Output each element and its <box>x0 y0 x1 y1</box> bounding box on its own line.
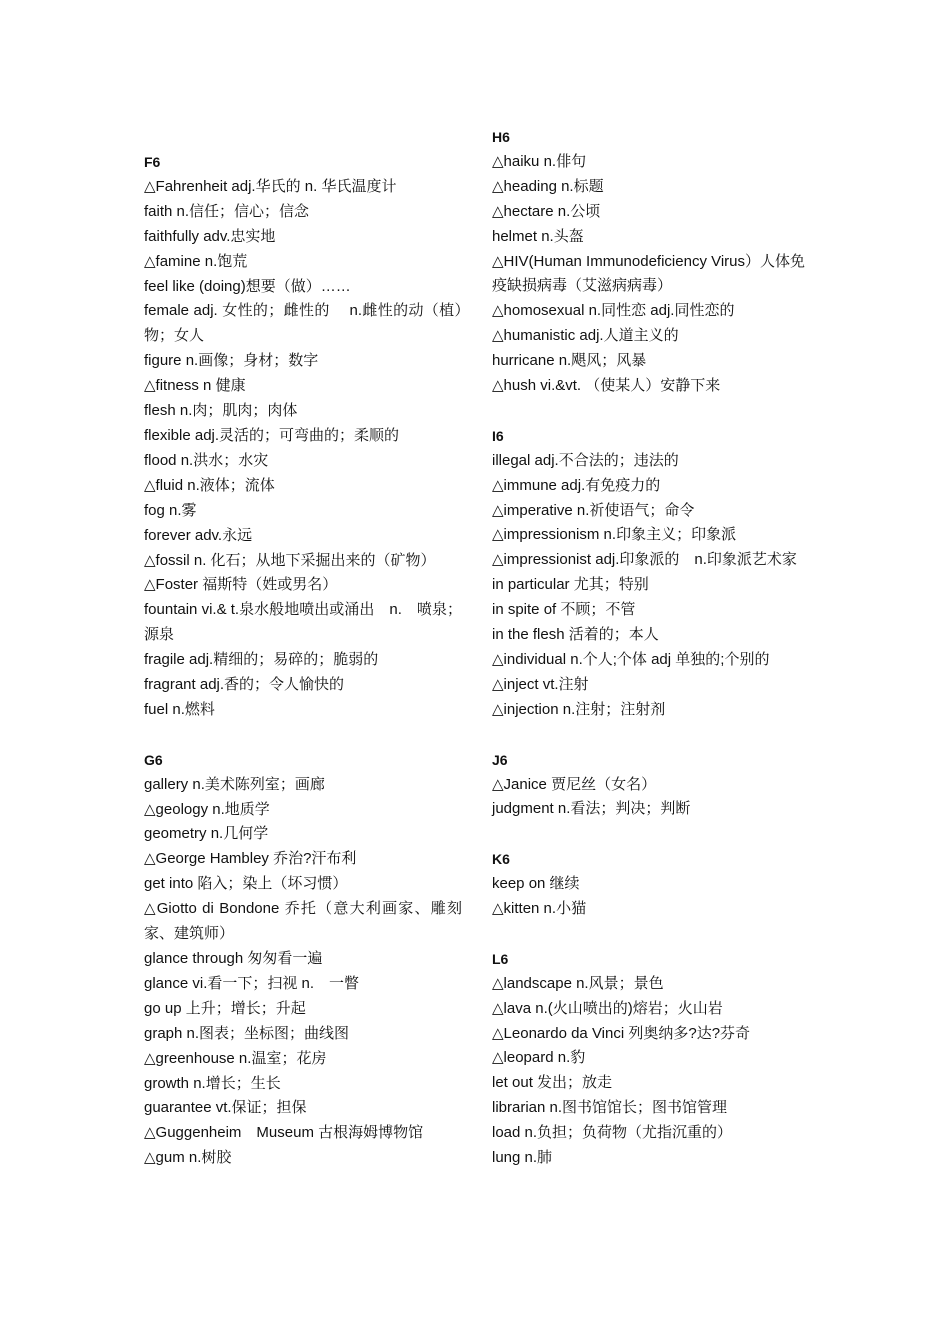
entry-lung: lung n.肺 <box>492 1149 553 1167</box>
entry-individual: △individual n.个人;个体 adj 单独的;个别的 <box>492 651 770 669</box>
entry-feel-like: feel like (doing)想要（做）…… <box>144 277 351 295</box>
entry-guarantee: guarantee vt.保证；担保 <box>144 1099 307 1117</box>
section-spacer <box>492 822 810 847</box>
entry-george-hambley: △George Hambley 乔治?汗布利 <box>144 850 357 868</box>
section-heading-g6: G6 <box>144 751 163 768</box>
entry-keep-on: keep on 继续 <box>492 875 580 893</box>
section-spacer <box>492 723 810 748</box>
entry-impressionist: △impressionist adj.印象派的 n.印象派艺术家 <box>492 551 797 569</box>
section-heading-l6: L6 <box>492 950 509 967</box>
left-column <box>144 150 462 1171</box>
entry-immune: △immune adj.有免疫力的 <box>492 476 661 494</box>
section-heading-i6: I6 <box>492 427 504 444</box>
section-heading-k6: K6 <box>492 851 510 868</box>
entry-in-particular: in particular 尤其；特别 <box>492 576 649 594</box>
entry-forever: forever adv.永远 <box>144 526 253 544</box>
entry-glance: glance vi.看一下；扫视 n. 一瞥 <box>144 974 360 992</box>
entry-in-the-flesh: in the flesh 活着的；本人 <box>492 626 659 644</box>
entry-illegal: illegal adj.不合法的；违法的 <box>492 451 679 469</box>
entry-fluid: △fluid n.液体；流体 <box>144 476 275 494</box>
entry-hush: △hush vi.&vt. （使某人）安静下来 <box>492 377 721 395</box>
right-column <box>492 125 810 1171</box>
entry-faith: faith n.信任；信心；信念 <box>144 202 310 220</box>
entry-fahrenheit: △Fahrenheit adj.华氏的 n. 华氏温度计 <box>144 177 397 195</box>
entry-hectare: △hectare n.公顷 <box>492 202 601 220</box>
entry-hurricane: hurricane n.飓风；风暴 <box>492 352 647 370</box>
entry-geometry: geometry n.几何学 <box>144 825 269 843</box>
entry-in-spite-of: in spite of 不顾；不管 <box>492 601 636 619</box>
entry-fuel: fuel n.燃料 <box>144 700 215 718</box>
entry-geology: △geology n.地质学 <box>144 800 270 818</box>
section-spacer <box>492 399 810 424</box>
entry-leopard: △leopard n.豹 <box>492 1049 586 1067</box>
entry-fragrant: fragrant adj.香的；令人愉快的 <box>144 676 345 694</box>
entry-humanistic: △humanistic adj.人道主义的 <box>492 327 679 345</box>
entry-guggenheim: △Guggenheim Museum 古根海姆博物馆 <box>144 1124 424 1142</box>
entry-graph: graph n.图表；坐标图；曲线图 <box>144 1024 350 1042</box>
entry-flood: flood n.洪水；水灾 <box>144 451 269 469</box>
entry-figure: figure n.画像；身材；数字 <box>144 352 319 370</box>
entry-fog: fog n.雾 <box>144 501 197 519</box>
entry-get-into: get into 陷入；染上（坏习惯） <box>144 875 348 893</box>
section-heading-h6: H6 <box>492 129 510 145</box>
entry-kitten: △kitten n.小猫 <box>492 900 587 918</box>
entry-injection: △injection n.注射；注射剂 <box>492 700 666 718</box>
entry-imperative: △imperative n.祈使语气；命令 <box>492 501 695 519</box>
entry-heading: △heading n.标题 <box>492 177 604 195</box>
entry-lava: △lava n.(火山喷出的)熔岩；火山岩 <box>492 999 723 1017</box>
entry-let-out: let out 发出；放走 <box>492 1074 613 1092</box>
entry-judgment: judgment n.看法；判决；判断 <box>492 800 691 818</box>
entry-librarian: librarian n.图书馆馆长；图书馆管理 <box>492 1099 728 1117</box>
entry-landscape: △landscape n.风景；景色 <box>492 974 664 992</box>
entry-glance-through: glance through 匆匆看一遍 <box>144 949 323 967</box>
entry-female: female adj. 女性的；雌性的 n.雌性的动（植）物；女人 <box>144 302 462 345</box>
entry-impressionism: △impressionism n.印象主义；印象派 <box>492 526 737 544</box>
entry-flexible: flexible adj.灵活的；可弯曲的；柔顺的 <box>144 426 400 444</box>
entry-gum: △gum n.树胶 <box>144 1149 232 1167</box>
entry-foster: △Foster 福斯特（姓或男名） <box>144 576 338 594</box>
entry-faithfully: faithfully adv.忠实地 <box>144 227 276 245</box>
section-heading-f6: F6 <box>144 154 161 170</box>
entry-flesh: flesh n.肉；肌肉；肉体 <box>144 402 298 420</box>
entry-famine: △famine n.饱荒 <box>144 252 248 270</box>
entry-inject: △inject vt.注射 <box>492 675 589 693</box>
entry-go-up: go up 上升；增长；升起 <box>144 999 306 1017</box>
entry-hiv: △HIV(Human Immunodeficiency Virus）人体免疫缺损病毒（艾滋病病毒） <box>492 252 806 295</box>
entry-fitness: △fitness n 健康 <box>144 377 246 395</box>
entry-haiku: △haiku n.俳句 <box>492 152 587 170</box>
entry-greenhouse: △greenhouse n.温室；花房 <box>144 1049 327 1067</box>
entry-fragile: fragile adj.精细的；易碎的；脆弱的 <box>144 651 379 669</box>
entry-helmet: helmet n.头盔 <box>492 227 584 245</box>
entry-giotto: △Giotto di Bondone 乔托（意大利画家、雕刻家、建筑师） <box>144 900 462 943</box>
entry-growth: growth n.增长；生长 <box>144 1074 281 1092</box>
section-spacer <box>492 922 810 947</box>
entry-leonardo: △Leonardo da Vinci 列奥纳多?达?芬奇 <box>492 1024 751 1042</box>
entry-fountain: fountain vi.& t.泉水般地喷出或涌出 n. 喷泉；源泉 <box>144 601 462 644</box>
entry-homosexual: △homosexual n.同性恋 adj.同性恋的 <box>492 302 735 320</box>
section-heading-j6: J6 <box>492 751 508 768</box>
entry-fossil: △fossil n. 化石；从地下采掘出来的（矿物） <box>144 551 436 569</box>
section-spacer <box>144 723 462 748</box>
entry-janice: △Janice 贾尼丝（女名） <box>492 775 657 793</box>
entry-gallery: gallery n.美术陈列室；画廊 <box>144 775 325 793</box>
entry-load: load n.负担；负荷物（尤指沉重的） <box>492 1124 733 1142</box>
